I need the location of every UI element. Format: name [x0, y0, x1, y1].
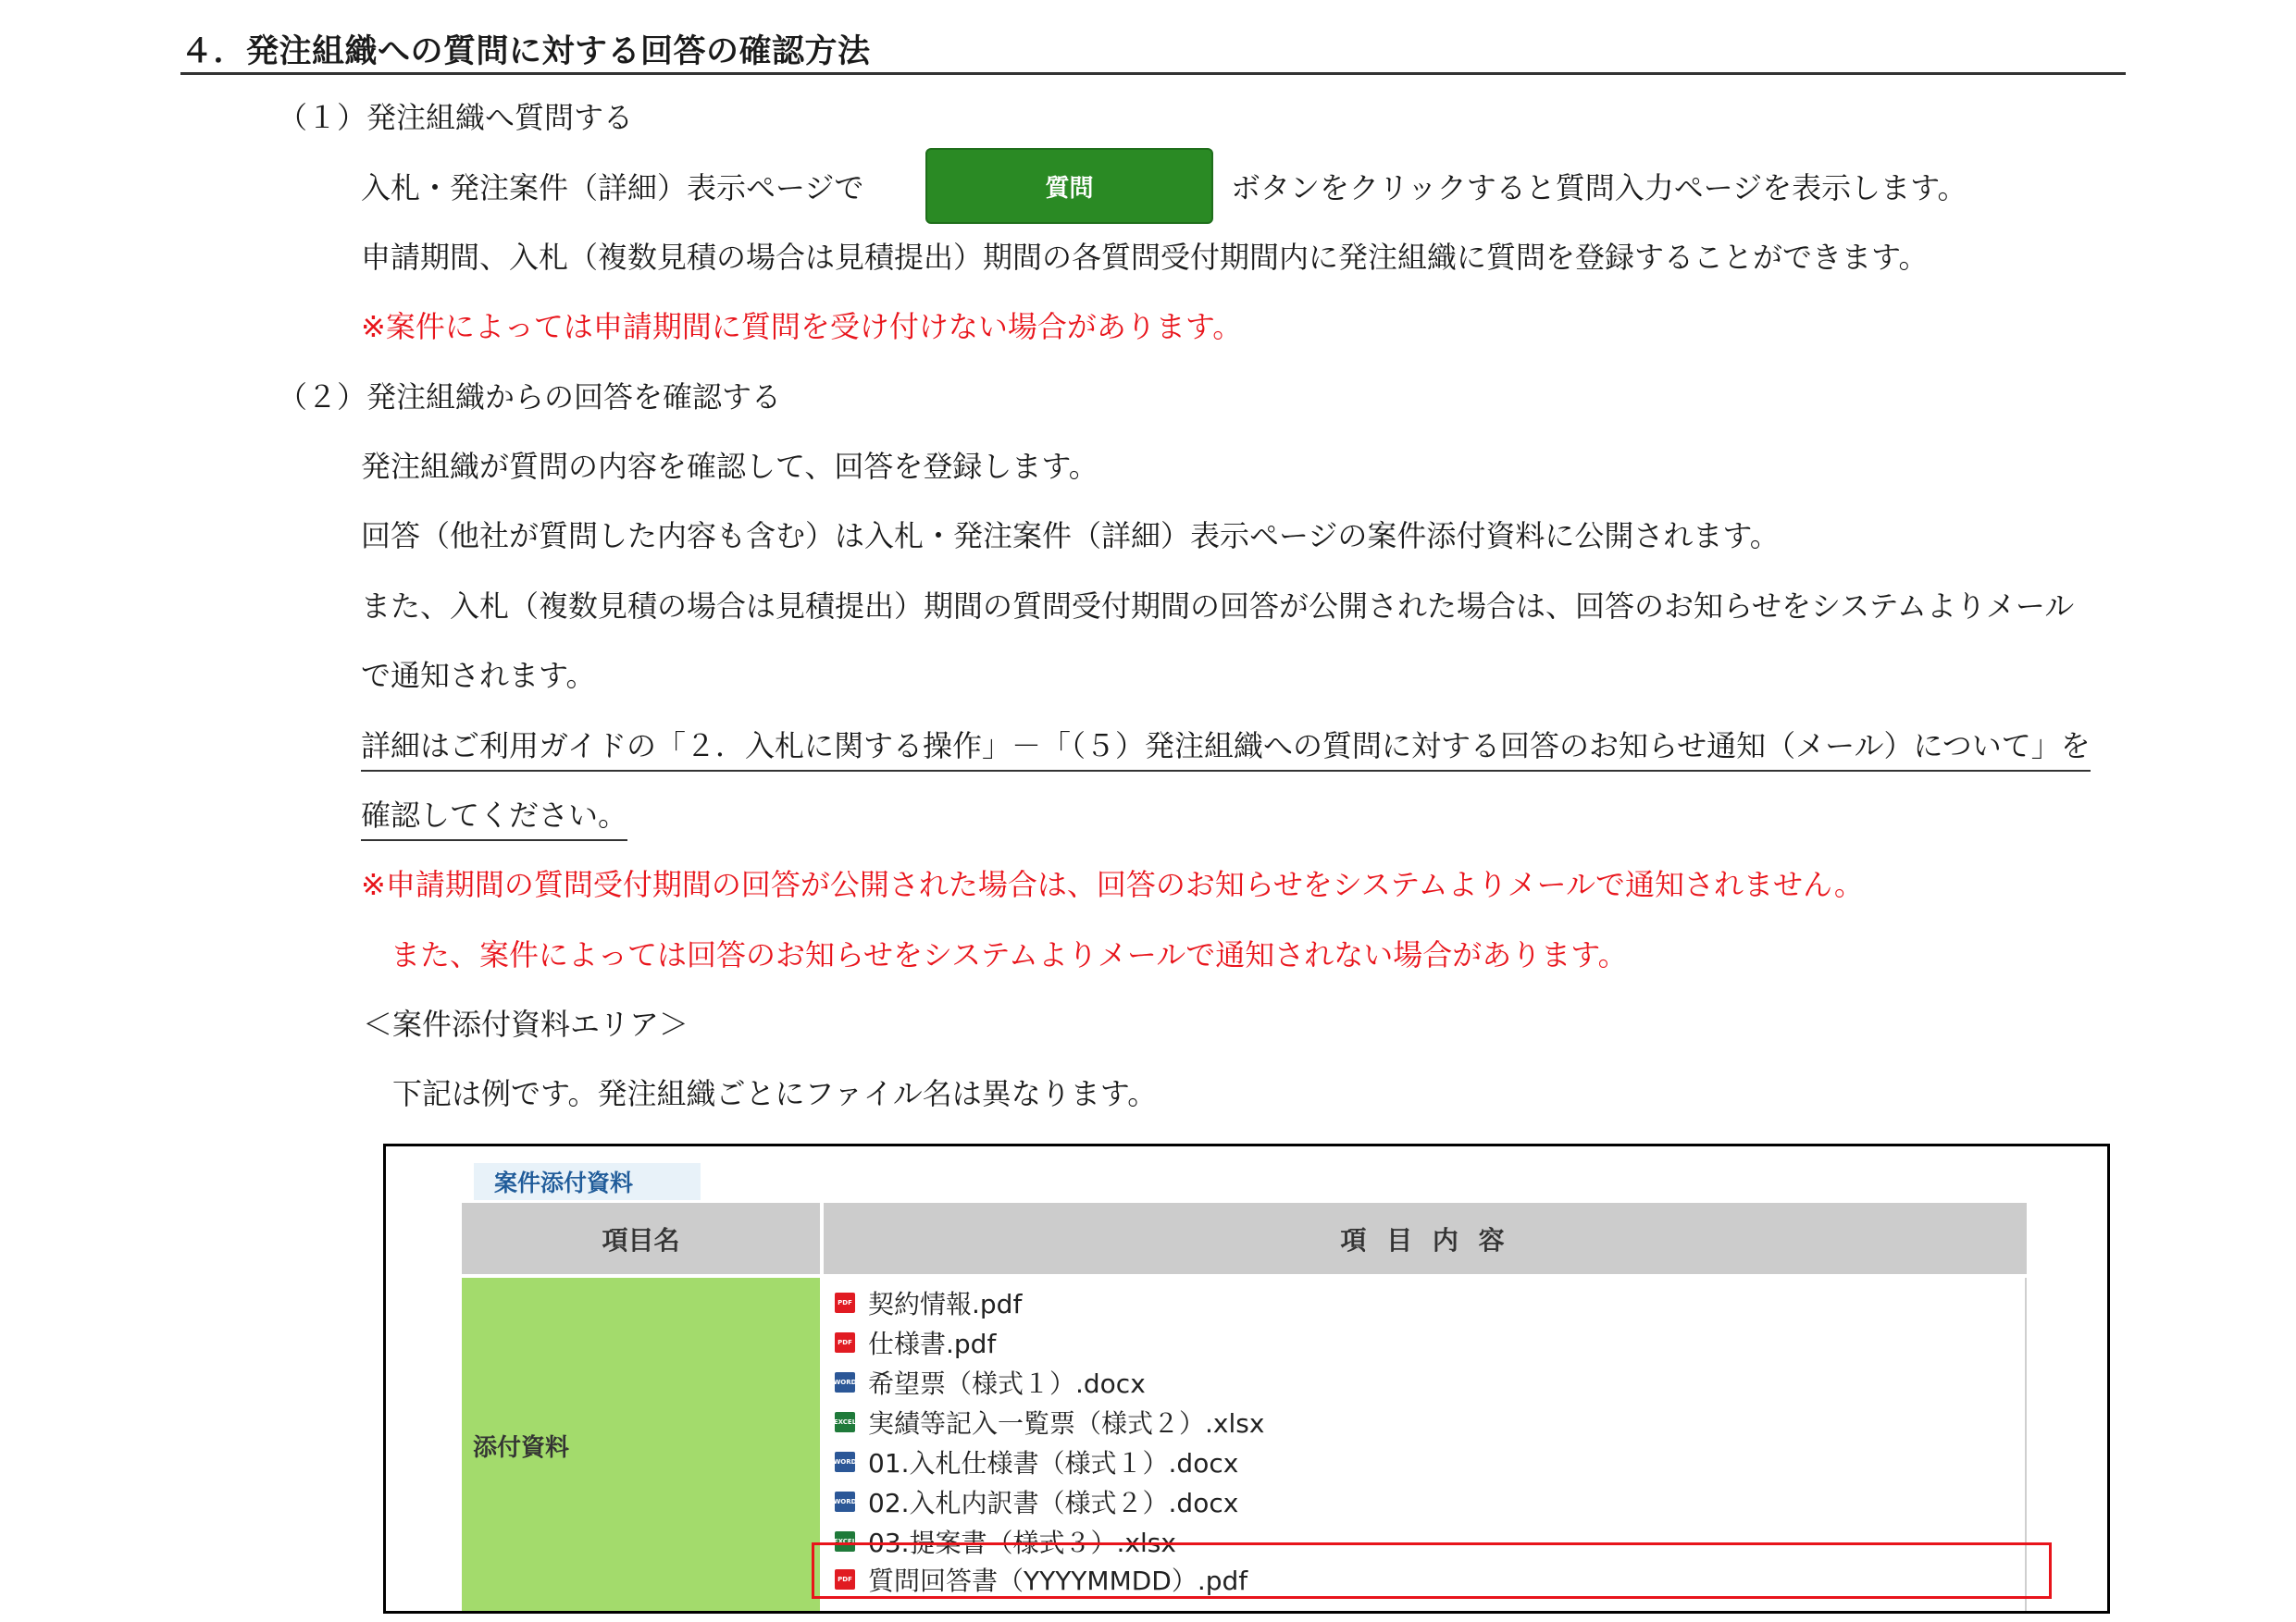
- section2-title: （２）発注組織からの回答を確認する: [278, 379, 782, 415]
- section2-note1: ※申請期間の質問受付期間の回答が公開された場合は、回答のお知らせをシステムよりメールで通知されません。: [361, 867, 1864, 902]
- file-name: 01.入札仕様書（様式１）.docx: [868, 1448, 1239, 1479]
- section1-line1-after: ボタンをクリックすると質問入力ページを表示します。: [1231, 170, 1967, 205]
- attachment-file[interactable]: [835, 1364, 1146, 1401]
- guide-reference-line2: 確認してください。: [361, 797, 627, 841]
- pdf-icon: PDF: [835, 1332, 855, 1353]
- section2-line2: 回答（他社が質問した内容も含む）は入札・発注案件（詳細）表示ページの案件添付資料に公開されます。: [361, 518, 1780, 553]
- example-note: 下記は例です。発注組織ごとにファイル名は異なります。: [392, 1076, 1158, 1111]
- file-name: 仕様書.pdf: [868, 1329, 997, 1359]
- section2-line4: で通知されます。: [361, 658, 596, 693]
- attachment-panel-screenshot: [383, 1144, 2110, 1614]
- section2-line3: また、入札（複数見積の場合は見積提出）期間の質問受付期間の回答が公開された場合は、回答のお知らせをシステムよりメール: [361, 588, 2075, 624]
- attachment-file[interactable]: [835, 1483, 1238, 1520]
- guide-reference-line1: 詳細はご利用ガイドの「２．入札に関する操作」－「（５）発注組織への質問に対する回答のお知らせ通知（メール）について」を: [361, 727, 2091, 772]
- row-label-attachments: 添付資料: [462, 1278, 820, 1613]
- file-name: 02.入札内訳書（様式２）.docx: [868, 1488, 1239, 1518]
- file-name: 契約情報.pdf: [868, 1289, 1023, 1319]
- attachment-caption: 案件添付資料: [474, 1163, 701, 1200]
- attachment-file[interactable]: [835, 1404, 1264, 1441]
- pdf-icon: PDF: [835, 1293, 855, 1313]
- word-icon: WORD: [835, 1452, 855, 1472]
- excel-icon: EXCEL: [835, 1531, 855, 1552]
- section2-line1: 発注組織が質問の内容を確認して、回答を登録します。: [361, 449, 1098, 484]
- section1-title: （１）発注組織へ質問する: [278, 100, 634, 135]
- word-icon: WORD: [835, 1492, 855, 1512]
- section1-line1-before: 入札・発注案件（詳細）表示ページで: [361, 170, 864, 205]
- section2-note2: また、案件によっては回答のお知らせをシステムよりメールで通知されない場合があります。: [391, 937, 1628, 972]
- file-name: 03.提案書（様式３）.xlsx: [868, 1528, 1176, 1558]
- word-icon: WORD: [835, 1372, 855, 1393]
- heading-underline: [180, 72, 2126, 75]
- section-heading: ４．発注組織への質問に対する回答の確認方法: [180, 33, 871, 70]
- highlight-box: [812, 1542, 2052, 1599]
- pdf-icon: PDF: [835, 1569, 855, 1590]
- question-button[interactable]: 質問: [925, 148, 1213, 224]
- file-name: 実績等記入一覧票（様式２）.xlsx: [868, 1408, 1265, 1439]
- header-item-content: 項 目 内 容: [824, 1203, 2027, 1274]
- attachment-file[interactable]: [835, 1443, 1238, 1480]
- attachment-file[interactable]: [835, 1284, 1022, 1321]
- attachment-file[interactable]: [835, 1324, 996, 1361]
- attachment-area-title: ＜案件添付資料エリア＞: [363, 1007, 689, 1042]
- header-item-name: 項目名: [462, 1203, 820, 1274]
- excel-icon: EXCEL: [835, 1412, 855, 1432]
- file-name: 質問回答書（YYYYMMDD）.pdf: [868, 1566, 1248, 1596]
- file-name: 希望票（様式１）.docx: [868, 1368, 1146, 1399]
- section1-note: ※案件によっては申請期間に質問を受け付けない場合があります。: [361, 309, 1243, 344]
- section1-line2: 申請期間、入札（複数見積の場合は見積提出）期間の各質問受付期間内に発注組織に質問を登録することができます。: [361, 240, 1929, 275]
